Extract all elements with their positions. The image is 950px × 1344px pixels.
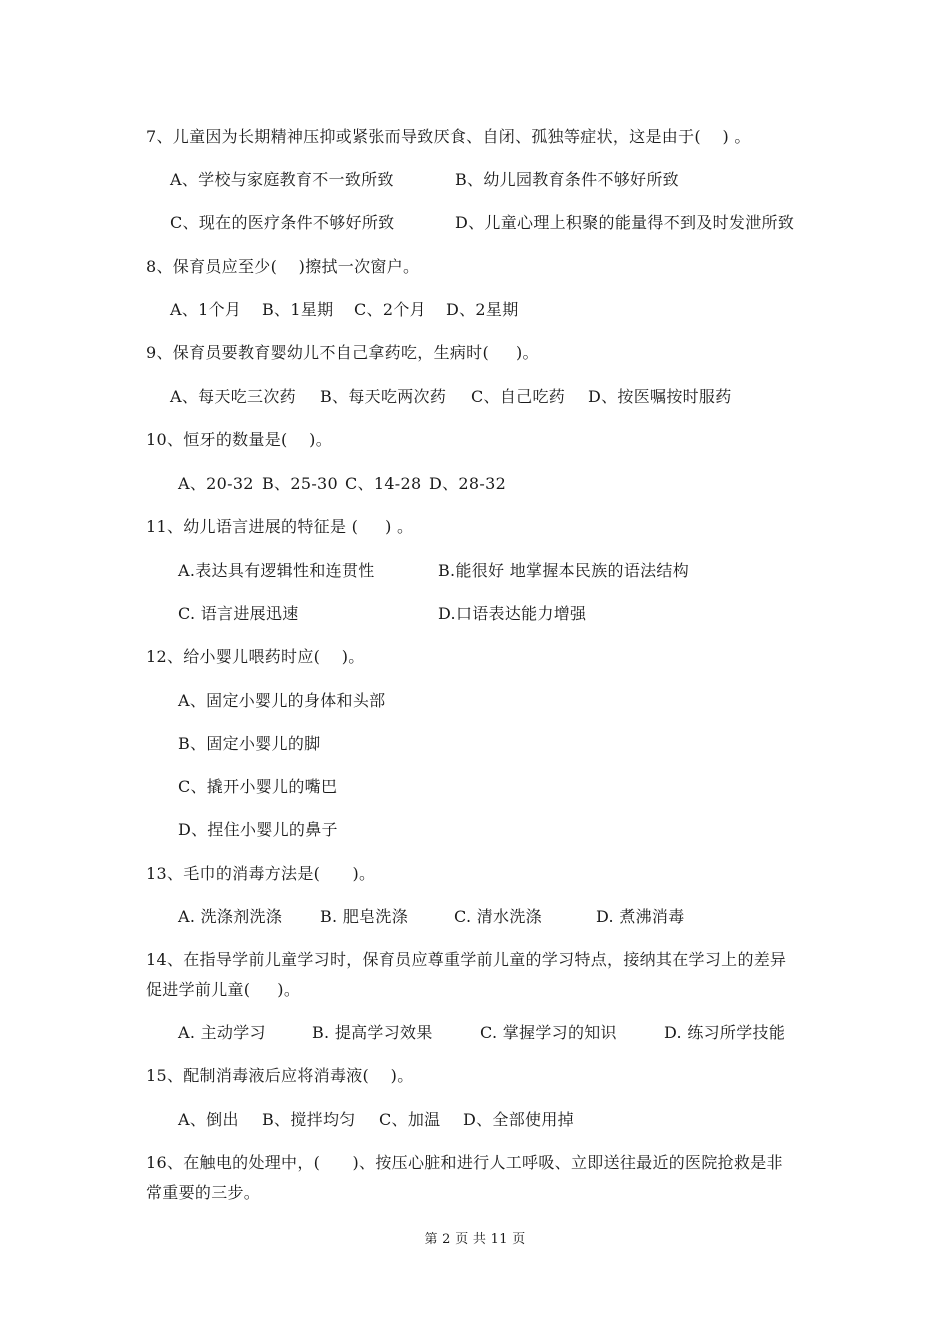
question-7-options-row-1 [0,170,950,190]
question-8-stem: 8、保育员应至少( )擦拭一次窗户。 [146,257,420,276]
question-15-stem: 15、配制消毒液后应将消毒液( )。 [146,1066,414,1085]
question-11-option-b: B.能很好 地掌握本民族的语法结构 [438,561,690,580]
question-15-option-c: C、加温 [379,1110,441,1129]
question-7-options-row-2 [0,213,950,233]
question-11-stem: 11、幼儿语言进展的特征是 ( ) 。 [146,517,414,536]
question-14-option-b: B. 提高学习效果 [312,1023,433,1042]
question-10-option-b: B、25-30 [262,474,338,493]
question-8-option-d: D、2星期 [446,300,519,319]
question-10-option-c: C、14-28 [345,474,422,493]
question-8-options [0,300,950,320]
question-12-option-c: C、撬开小婴儿的嘴巴 [178,777,338,796]
question-15-option-d: D、全部使用掉 [463,1110,574,1129]
question-12-option-a: A、固定小婴儿的身体和头部 [178,691,386,710]
question-8-option-b: B、1星期 [262,300,334,319]
question-13-options [0,907,950,927]
question-9-options [0,387,950,407]
question-14-options [0,1023,950,1043]
question-13-option-b: B. 肥皂洗涤 [320,907,409,926]
question-12-option-d: D、捏住小婴儿的鼻子 [178,820,338,839]
question-15-option-b: B、搅拌均匀 [262,1110,356,1129]
question-9-option-a: A、每天吃三次药 [170,387,296,406]
question-13-option-a: A. 洗涤剂洗涤 [178,907,283,926]
question-10-stem: 10、恒牙的数量是( )。 [146,430,332,449]
question-11-option-d: D.口语表达能力增强 [438,604,587,623]
question-11-options-row-1 [0,561,950,581]
question-10-option-a: A、20-32 [178,474,254,493]
question-9-option-d: D、按医嘱按时服药 [588,387,732,406]
question-16-stem-line-1: 16、在触电的处理中，( )、按压心脏和进行人工呼吸、立即送往最近的医院抢救是非 [146,1153,783,1172]
question-11-option-a: A.表达具有逻辑性和连贯性 [178,561,375,580]
question-10-options [0,474,950,494]
question-13-stem: 13、毛巾的消毒方法是( )。 [146,864,376,883]
question-14-option-a: A. 主动学习 [178,1023,266,1042]
question-13-option-d: D. 煮沸消毒 [596,907,685,926]
page-number-footer: 第 2 页 共 11 页 [424,1232,526,1247]
question-16-stem-line-2: 常重要的三步。 [146,1183,261,1202]
question-8-option-c: C、2个月 [354,300,426,319]
question-14-option-c: C. 掌握学习的知识 [480,1023,617,1042]
question-7-option-c: C、现在的医疗条件不够好所致 [170,213,395,232]
question-7-option-d: D、儿童心理上积聚的能量得不到及时发泄所致 [455,213,795,232]
question-12-option-b: B、固定小婴儿的脚 [178,734,321,753]
question-8-option-a: A、1个月 [170,300,242,319]
question-9-stem: 9、保育员要教育婴幼儿不自己拿药吃，生病时( )。 [146,343,539,362]
question-14-stem-line-1: 14、在指导学前儿童学习时，保育员应尊重学前儿童的学习特点，接纳其在学习上的差异 [146,950,787,969]
question-15-option-a: A、倒出 [178,1110,239,1129]
question-15-options [0,1110,950,1130]
question-7-option-a: A、学校与家庭教育不一致所致 [170,170,394,189]
question-10-option-d: D、28-32 [429,474,507,493]
question-11-option-c: C. 语言进展迅速 [178,604,299,623]
question-14-stem-line-2: 促进学前儿童( )。 [146,980,301,999]
question-13-option-c: C. 清水洗涤 [454,907,542,926]
question-14-option-d: D. 练习所学技能 [664,1023,786,1042]
question-11-options-row-2 [0,604,950,624]
question-12-stem: 12、给小婴儿喂药时应( )。 [146,647,365,666]
question-9-option-c: C、自己吃药 [471,387,566,406]
question-9-option-b: B、每天吃两次药 [320,387,447,406]
question-7-option-b: B、幼儿园教育条件不够好所致 [455,170,679,189]
question-7-stem: 7、儿童因为长期精神压抑或紧张而导致厌食、自闭、孤独等症状，这是由于( ) 。 [146,127,751,146]
